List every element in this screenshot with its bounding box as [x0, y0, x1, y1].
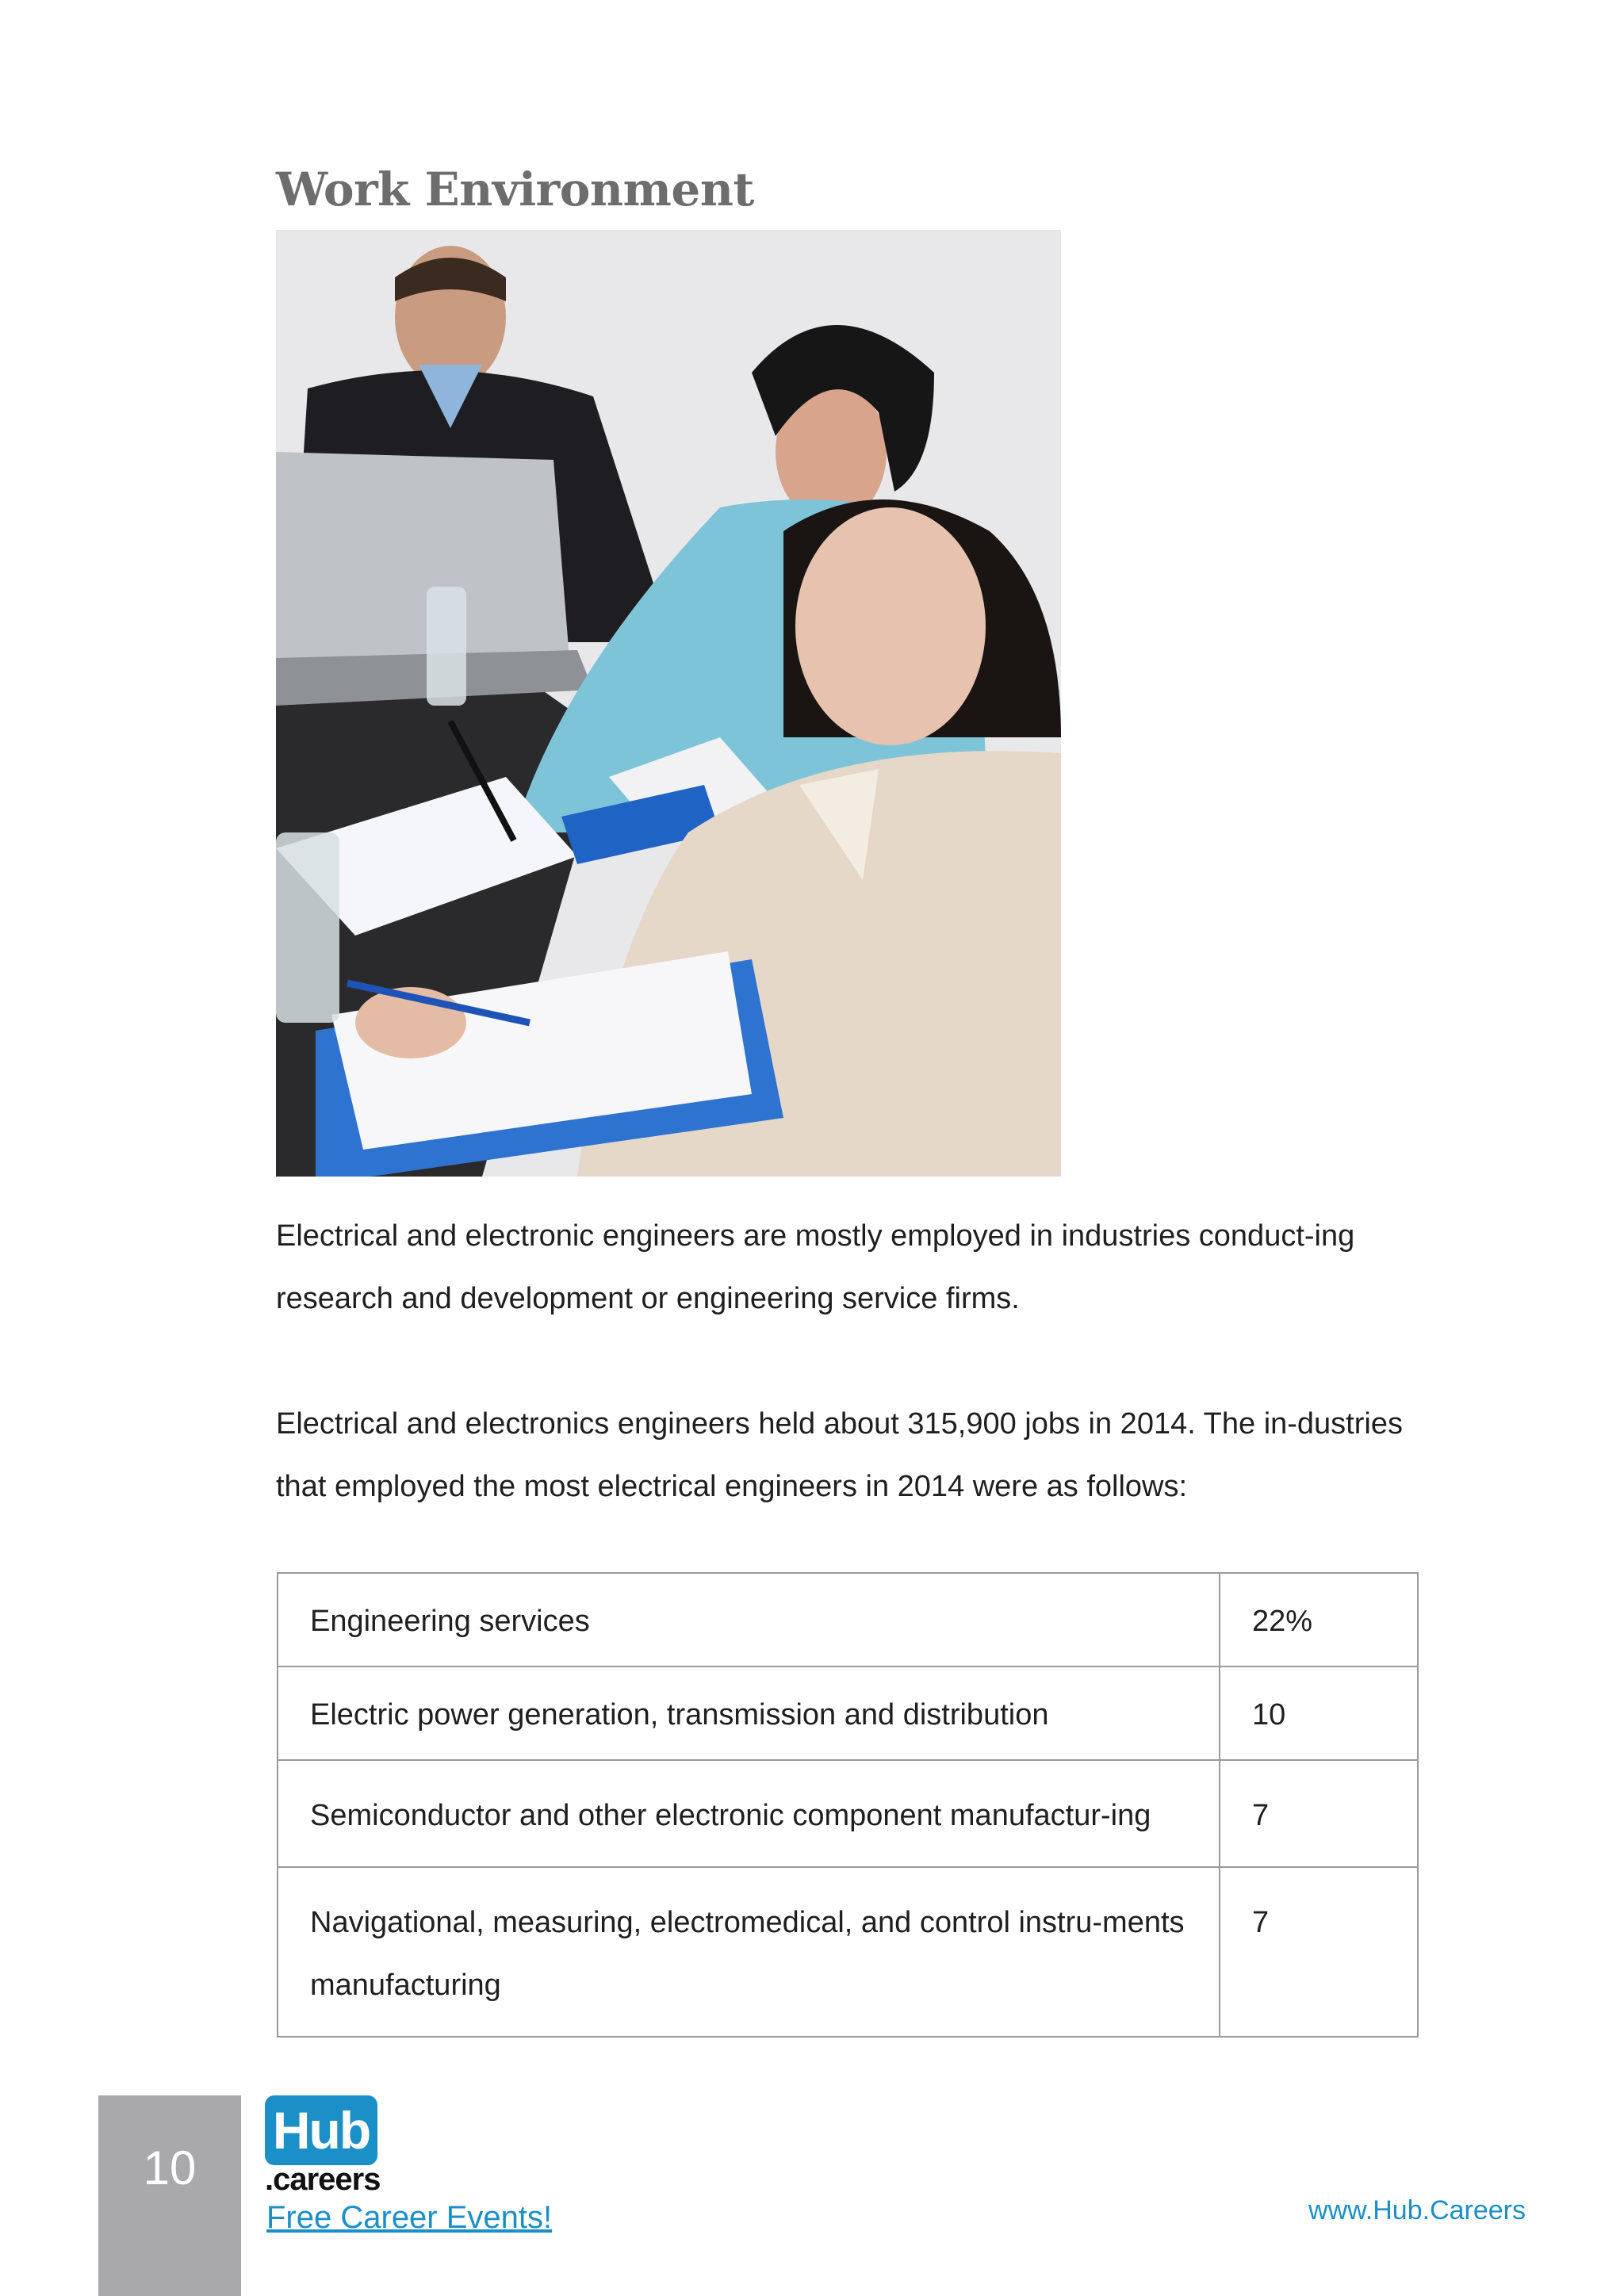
industry-cell: Navigational, measuring, electromedical, and control instru-ments manufacturing	[278, 1867, 1220, 2037]
page-heading: Work Environment	[276, 163, 754, 216]
free-career-events-link[interactable]: Free Career Events!	[266, 2200, 553, 2235]
table-row	[278, 1867, 1418, 2037]
industry-cell: Electric power generation, transmission and distribution	[278, 1667, 1220, 1760]
hub-careers-logo	[265, 2095, 381, 2206]
jobs-paragraph: Electrical and electronics engineers held about 315,900 jobs in 2014. The in-dustries that employed the most electrical engineers in 2014 were as follows:	[276, 1407, 1403, 1503]
footer-page-bar	[98, 2095, 241, 2296]
intro-paragraph: Electrical and electronic engineers are mostly employed in industries conduct-ing research and development or engineering service firms.	[276, 1219, 1355, 1315]
table-row	[278, 1667, 1418, 1760]
percent-cell: 10	[1220, 1667, 1418, 1760]
website-url: www.Hub.Careers	[1308, 2195, 1526, 2225]
table-row	[278, 1573, 1418, 1667]
office-meeting-photo	[276, 230, 1061, 1177]
logo-sub-text: .careers	[265, 2162, 381, 2197]
industry-cell: Engineering services	[278, 1573, 1220, 1667]
industry-employment-table	[277, 1572, 1419, 2038]
table-row	[278, 1760, 1418, 1867]
percent-cell: 7	[1220, 1760, 1418, 1867]
percent-cell: 7	[1220, 1867, 1418, 2037]
industry-cell: Semiconductor and other electronic component manufactur-ing	[278, 1760, 1220, 1867]
page-number: 10	[143, 2141, 197, 2195]
logo-main-text: Hub	[265, 2095, 377, 2165]
percent-cell: 22%	[1220, 1573, 1418, 1667]
